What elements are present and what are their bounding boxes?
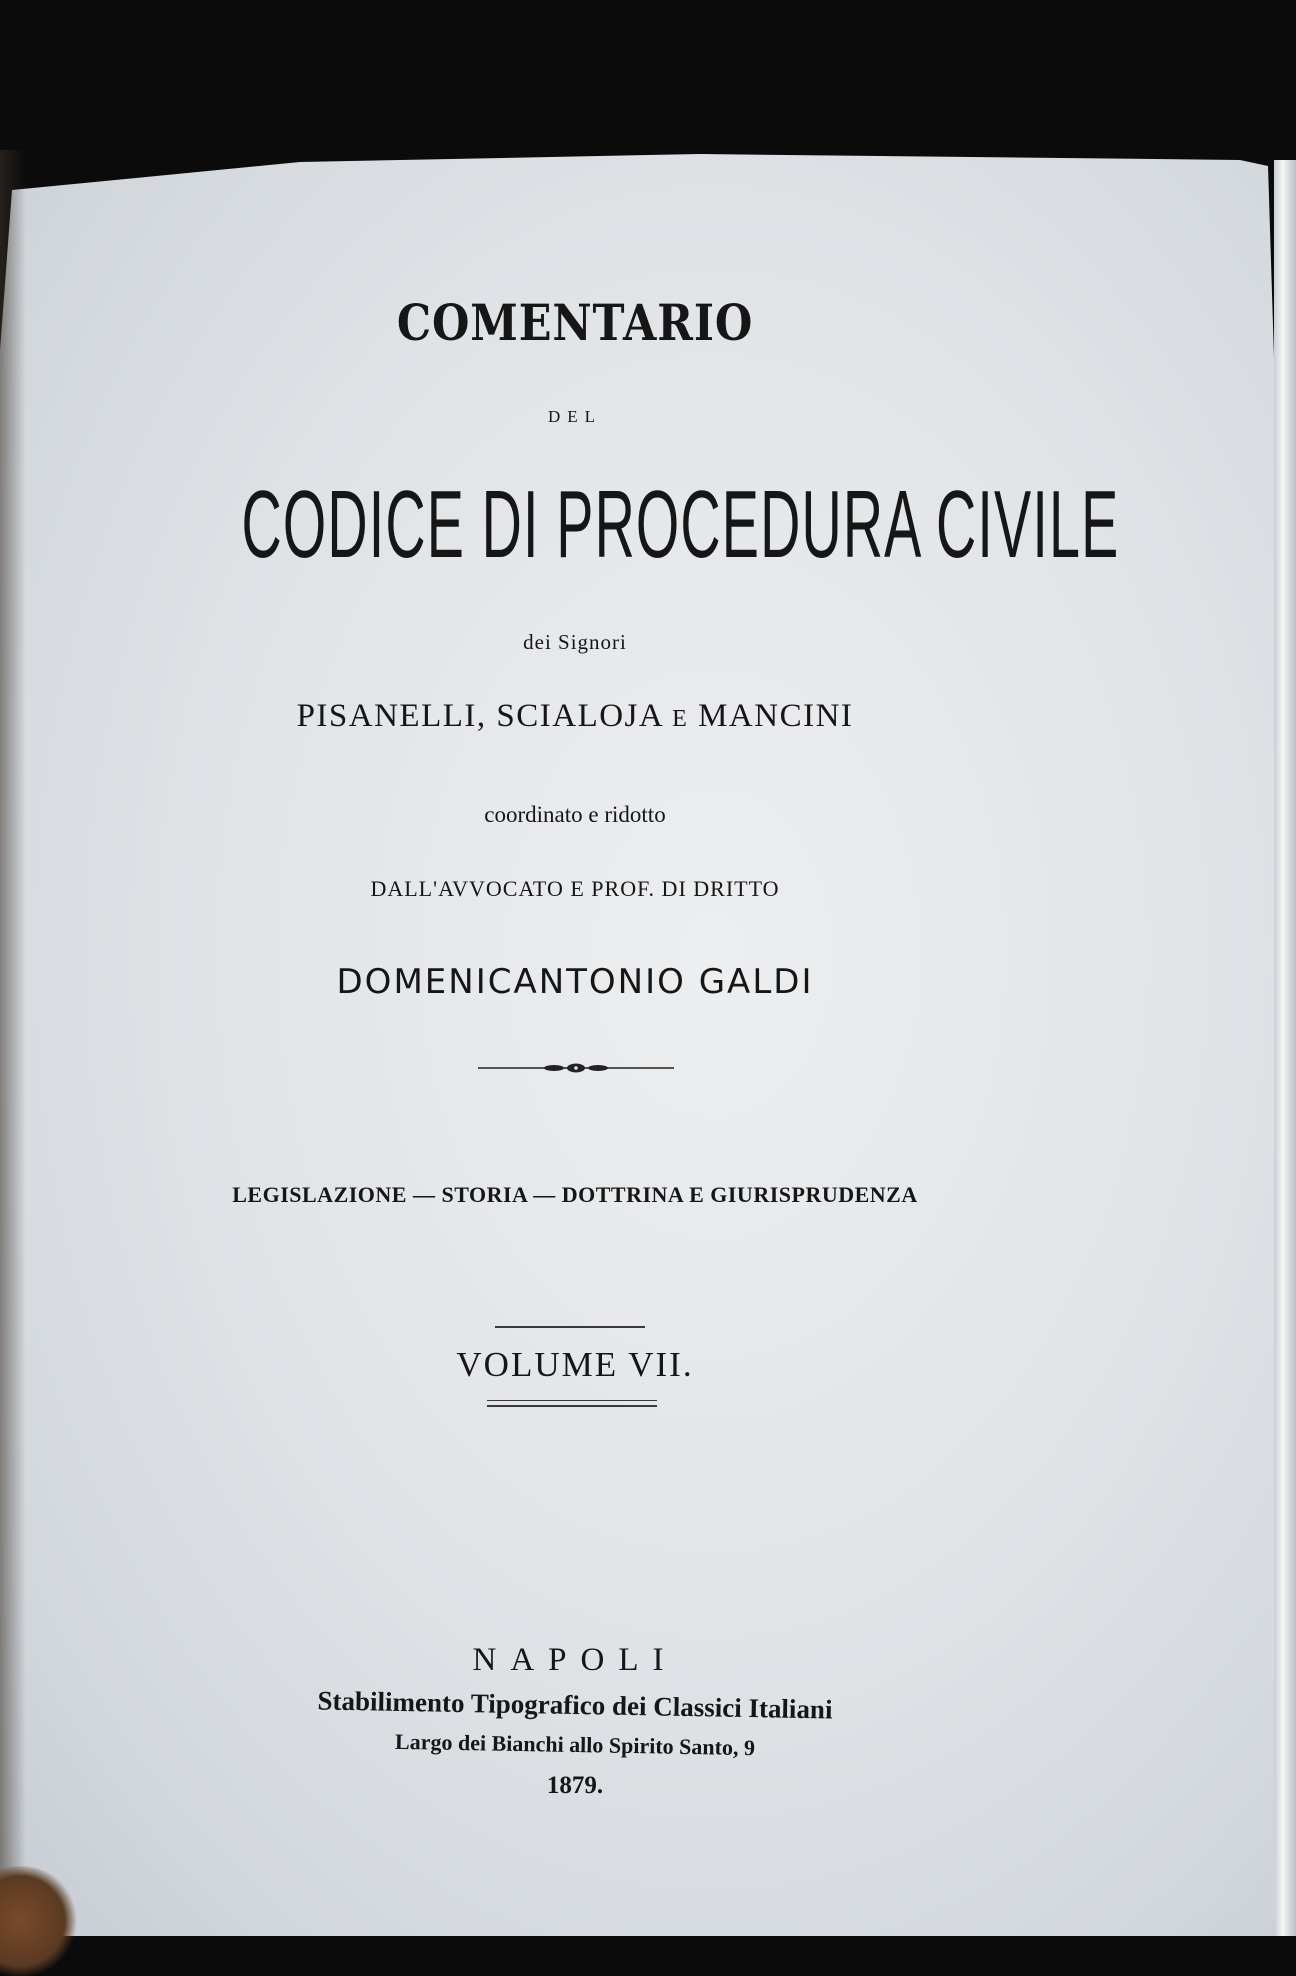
authors xyxy=(0,698,1150,735)
editor-credentials: DALL'AVVOCATO E PROF. DI DRITTO xyxy=(370,876,780,901)
authors-part1: PISANELLI, SCIALOJA xyxy=(296,698,663,734)
topics-line: LEGISLAZIONE — STORIA — DOTTRINA E GIURISPRUDENZA xyxy=(232,1182,918,1207)
volume-rule-bottom xyxy=(487,1400,657,1407)
imprint-publisher: Stabilimento Tipografico dei Classici Italiani xyxy=(317,1685,833,1725)
imprint-address: Largo dei Bianchi allo Spirito Santo, 9 xyxy=(394,1728,756,1761)
authors-intro: dei Signori xyxy=(523,630,627,654)
book-subject: CODICE DI PROCEDURA CIVILE xyxy=(241,471,1120,578)
imprint-year: 1879. xyxy=(546,1772,604,1799)
editor-name: DOMENICANTONIO GALDI xyxy=(336,962,814,1002)
authors-conjunction: E xyxy=(672,706,689,732)
page-edge xyxy=(1274,160,1296,1936)
coordination-note: coordinato e ridotto xyxy=(484,802,666,827)
ornament-divider xyxy=(478,1060,674,1076)
imprint-city: NAPOLI xyxy=(472,1642,678,1678)
volume-rule-top xyxy=(495,1326,645,1328)
book-title: COMENTARIO xyxy=(396,293,754,352)
authors-part2: MANCINI xyxy=(698,698,854,734)
volume-number: VOLUME VII. xyxy=(456,1345,694,1384)
title-connector: DEL xyxy=(547,407,603,426)
